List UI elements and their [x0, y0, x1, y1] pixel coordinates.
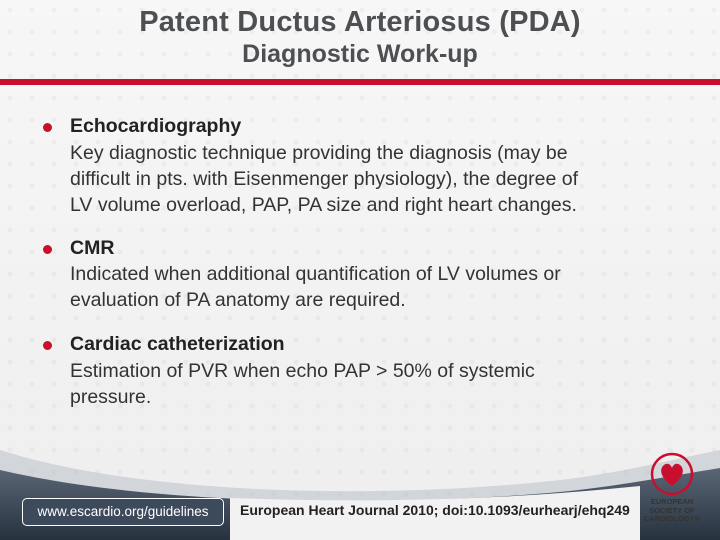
title-area: [0, 0, 720, 78]
bullet-heading-cardiac-catheterization: Cardiac catheterization: [70, 333, 285, 355]
bullet-dot: [43, 245, 52, 254]
bullet-text-line: Key diagnostic technique providing the diagnosis (may be: [70, 142, 568, 164]
bullet-text-line: difficult in pts. with Eisenmenger physiology), the degree of: [70, 168, 578, 190]
bullet-dot: [43, 341, 52, 350]
bullet-text-line: Indicated when additional quantification of LV volumes or: [70, 263, 561, 285]
bullet-text-line: evaluation of PA anatomy are required.: [70, 289, 406, 311]
bullet-dot: [43, 123, 52, 132]
logo-text-line: EUROPEAN: [650, 497, 694, 506]
bullet-text-line: LV volume overload, PAP, PA size and right heart changes.: [70, 194, 577, 216]
guidelines-link[interactable]: www.escardio.org/guidelines: [22, 498, 224, 526]
heart-logo-icon: [650, 452, 694, 496]
logo-text-line: CARDIOLOGY®: [643, 514, 701, 523]
esc-logo: [640, 452, 704, 536]
esc-logo-text: [640, 498, 704, 524]
bullet-text-line: pressure.: [70, 386, 152, 408]
bullet-heading-echocardiography: Echocardiography: [70, 115, 242, 137]
slide-title: Patent Ductus Arteriosus (PDA): [139, 6, 581, 38]
logo-text-line: SOCIETY OF: [649, 505, 695, 515]
title-divider: [0, 79, 720, 85]
journal-citation: European Heart Journal 2010; doi:10.1093/eurhearj/ehq249: [240, 502, 630, 518]
slide-subtitle: Diagnostic Work-up: [242, 40, 478, 68]
bullet-text-line: Estimation of PVR when echo PAP > 50% of systemic: [70, 360, 535, 382]
bullet-heading-cmr: CMR: [70, 237, 115, 259]
